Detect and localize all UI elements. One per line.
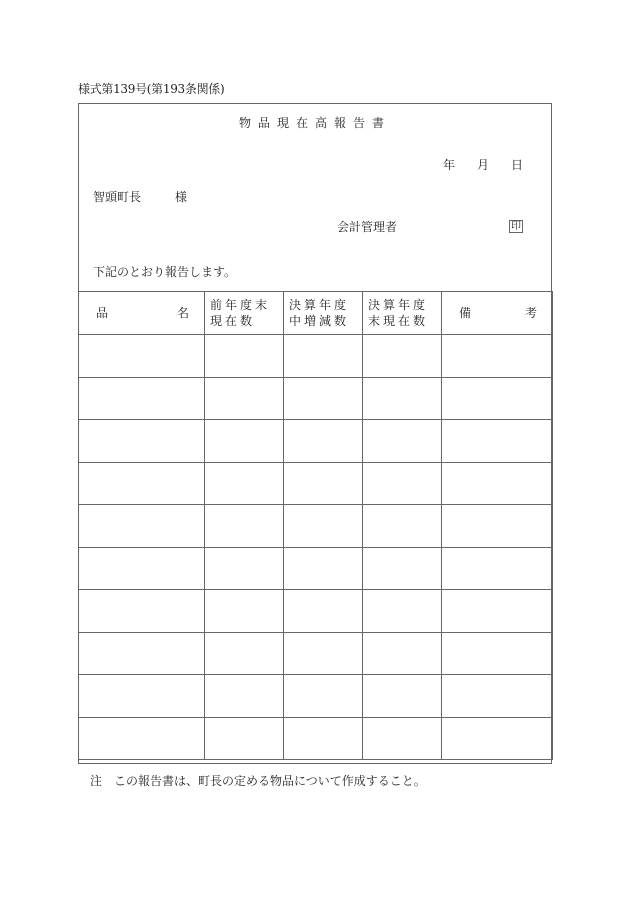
table-row: [79, 547, 553, 590]
table-cell[interactable]: [363, 420, 442, 463]
report-form: [78, 103, 552, 764]
table-cell[interactable]: [79, 462, 205, 505]
table-cell[interactable]: [205, 590, 284, 633]
table-cell[interactable]: [205, 675, 284, 718]
table-cell[interactable]: [284, 505, 363, 548]
footnote-label: 注: [90, 774, 103, 788]
table-header-row: [79, 292, 553, 335]
table-cell[interactable]: [205, 505, 284, 548]
table-row: [79, 377, 553, 420]
table-row: [79, 717, 553, 760]
table-cell[interactable]: [363, 462, 442, 505]
addressee-name: 智頭町長: [93, 190, 142, 204]
table-cell[interactable]: [79, 547, 205, 590]
table-cell[interactable]: [284, 717, 363, 760]
table-cell[interactable]: [442, 675, 553, 718]
table-row: [79, 632, 553, 675]
date-line: [443, 156, 523, 173]
header-remarks: 備 考: [442, 292, 553, 335]
table-cell[interactable]: [442, 377, 553, 420]
table-cell[interactable]: [284, 547, 363, 590]
table-cell[interactable]: [79, 632, 205, 675]
year-label: 年: [442, 158, 455, 172]
table-cell[interactable]: [79, 590, 205, 633]
table-cell[interactable]: [205, 632, 284, 675]
table-cell[interactable]: [363, 335, 442, 378]
table-cell[interactable]: [442, 505, 553, 548]
addressee: [93, 188, 187, 205]
header-year-end-count: 決算年度末現在数: [363, 292, 442, 335]
table-row: [79, 505, 553, 548]
table-cell[interactable]: [79, 377, 205, 420]
table-row: [79, 675, 553, 718]
header-prev-year-end-count: 前年度末現在数: [205, 292, 284, 335]
items-table: [78, 291, 553, 760]
reporter: [337, 218, 523, 235]
table-cell[interactable]: [442, 547, 553, 590]
table-cell[interactable]: [284, 377, 363, 420]
table-cell[interactable]: [79, 505, 205, 548]
month-label: 月: [476, 158, 489, 172]
reporter-title: 会計管理者: [337, 220, 398, 234]
document-title: 物品現在高報告書: [238, 116, 391, 130]
table-cell[interactable]: [205, 335, 284, 378]
footnote: [90, 772, 426, 789]
table-cell[interactable]: [442, 717, 553, 760]
table-cell[interactable]: [363, 590, 442, 633]
table-row: [79, 590, 553, 633]
table-cell[interactable]: [79, 717, 205, 760]
table-cell[interactable]: [442, 462, 553, 505]
table-cell[interactable]: [205, 717, 284, 760]
addressee-honorific: 様: [175, 190, 188, 204]
table-cell[interactable]: [284, 632, 363, 675]
table-cell[interactable]: [284, 675, 363, 718]
intro-text: 下記のとおり報告します。: [93, 265, 237, 279]
table-cell[interactable]: [284, 590, 363, 633]
table-row: [79, 420, 553, 463]
table-row: [79, 462, 553, 505]
table-cell[interactable]: [284, 462, 363, 505]
table-cell[interactable]: [363, 377, 442, 420]
table-cell[interactable]: [363, 547, 442, 590]
table-cell[interactable]: [79, 420, 205, 463]
table-cell[interactable]: [284, 420, 363, 463]
table-cell[interactable]: [205, 377, 284, 420]
table-row: [79, 335, 553, 378]
table-cell[interactable]: [79, 335, 205, 378]
table-cell[interactable]: [205, 547, 284, 590]
table-cell[interactable]: [363, 632, 442, 675]
table-cell[interactable]: [442, 335, 553, 378]
table-cell[interactable]: [442, 632, 553, 675]
form-number: 様式第139号(第193条関係): [78, 82, 225, 96]
table-cell[interactable]: [363, 717, 442, 760]
header-item-name: 品 名: [79, 292, 205, 335]
table-cell[interactable]: [205, 462, 284, 505]
table-cell[interactable]: [363, 675, 442, 718]
footnote-text: この報告書は、町長の定める物品について作成すること。: [114, 774, 426, 788]
table-cell[interactable]: [284, 335, 363, 378]
table-cell[interactable]: [442, 420, 553, 463]
header-year-change-count: 決算年度中増減数: [284, 292, 363, 335]
table-cell[interactable]: [79, 675, 205, 718]
table-cell[interactable]: [442, 590, 553, 633]
seal-icon: 印: [511, 221, 521, 232]
table-cell[interactable]: [205, 420, 284, 463]
table-cell[interactable]: [363, 505, 442, 548]
day-label: 日: [510, 158, 523, 172]
